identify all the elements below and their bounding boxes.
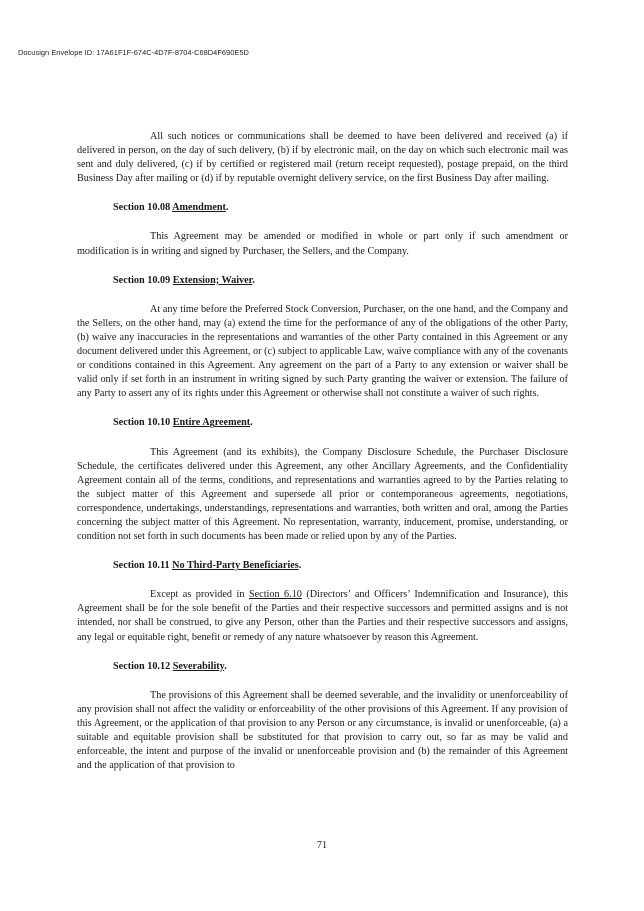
third-party-text-before: Except as provided in xyxy=(150,589,249,601)
document-body xyxy=(77,130,568,773)
extension-waiver-paragraph: At any time before the Preferred Stock Conversion, Purchaser, on the one hand, and the Company and the Sellers, on the other hand, may (a) extend the time for the performance of any of the obligations of the other Party, (b) waive any inaccuracies in the representations and warranties of the other Party contained in this Agreement or any document delivered under this Agreement, or (c) subject to applicable Law, waive compliance with any of the covenants or conditions contained in this Agreement. Any agreement on the part of a Party to any extension or waiver shall be valid only if set forth in an instrument in writing signed by such Party granting the waiver or extension. The failure of any Party to assert any of its rights under this Agreement or otherwise shall not constitute a waiver of such rights. xyxy=(77,303,568,400)
section-heading-amendment xyxy=(113,201,568,215)
section-title-link[interactable]: Amendment xyxy=(172,202,226,214)
docusign-envelope-id: Docusign Envelope ID: 17A61F1F-674C-4D7F-8704-C68D4F690E5D xyxy=(18,48,249,57)
section-title-period: . xyxy=(252,274,255,286)
third-party-paragraph xyxy=(77,588,568,644)
third-party-text-after: (Directors’ and Officers’ Indemnification and Insurance), this Agreement shall be for the sole benefit of the Parties and their respective successors and permitted assigns and is not intended, nor shall be construed, to give any Person, other than the Parties and their respective successors and assigns, any legal or equitable right, benefit or remedy of any nature whatsoever by reason this Agreement. xyxy=(77,589,568,643)
section-title-link[interactable]: Entire Agreement xyxy=(172,417,251,429)
section-number: Section 10.10 xyxy=(113,417,171,429)
section-number: Section 10.11 xyxy=(113,560,170,572)
entire-agreement-paragraph: This Agreement (and its exhibits), the Company Disclosure Schedule, the Purchaser Disclosure Schedule, the certificates delivered under this Agreement, any other Ancillary Agreements, and the Confidentiality Agreement contain all of the terms, conditions, and representations and warranties agreed to by the Parties relating to the subject matter of this Agreement and supersede all prior or contemporaneous agreements, negotiations, correspondence, undertakings, understandings, representations and warranties, both written and oral, among the Parties concerning the subject matter of this Agreement. No representation, warranty, inducement, promise, understanding, or condition not set forth in such documents has been made or relied upon by any of the Parties. xyxy=(77,446,568,543)
section-heading-third-party xyxy=(113,559,568,573)
section-number: Section 10.09 xyxy=(113,274,171,286)
section-number: Section 10.08 xyxy=(113,202,171,214)
section-heading-severability xyxy=(113,660,568,674)
section-title-period: . xyxy=(224,660,227,672)
section-title-link[interactable]: Extension; Waiver xyxy=(172,274,253,286)
section-title-period: . xyxy=(298,560,302,572)
section-heading-extension-waiver xyxy=(113,274,568,288)
section-title-period: . xyxy=(225,202,229,214)
section-6-10-link[interactable]: Section 6.10 xyxy=(248,589,302,601)
page-number: 71 xyxy=(316,840,328,851)
amendment-paragraph: This Agreement may be amended or modified in whole or part only if such amendment or modification is in writing and signed by Purchaser, the Sellers, and the Company. xyxy=(77,231,568,257)
severability-paragraph: The provisions of this Agreement shall be deemed severable, and the invalidity or unenforceability of any provision shall not affect the validity or enforceability of the other provisions of this Agreement. If any provision of this Agreement, or the application of that provision to any Person or any circumstance, is invalid or unenforceable, (a) a suitable and equitable provision shall be substituted for that provision to carry out, so far as may be valid and enforceable, the intent and purpose of the invalid or unenforceable provision and (b) the remainder of this Agreement and the application of that provision to xyxy=(77,689,568,772)
notices-paragraph: All such notices or communications shall be deemed to have been delivered and received (a) if delivered in person, on the day of such delivery, (b) if by electronic mail, on the day on which such electronic mail was sent and duly delivered, (c) if by certified or registered mail (return receipt requested), postage prepaid, on the third Business Day after mailing or (d) if by reputable overnight delivery service, on the first Business Day after mailing. xyxy=(77,131,568,185)
section-title-link[interactable]: Severability xyxy=(172,660,225,672)
section-heading-entire-agreement xyxy=(113,416,568,430)
section-title-period: . xyxy=(250,417,253,429)
section-title-link[interactable]: No Third-Party Beneficiaries xyxy=(172,560,299,572)
section-number: Section 10.12 xyxy=(113,660,171,672)
